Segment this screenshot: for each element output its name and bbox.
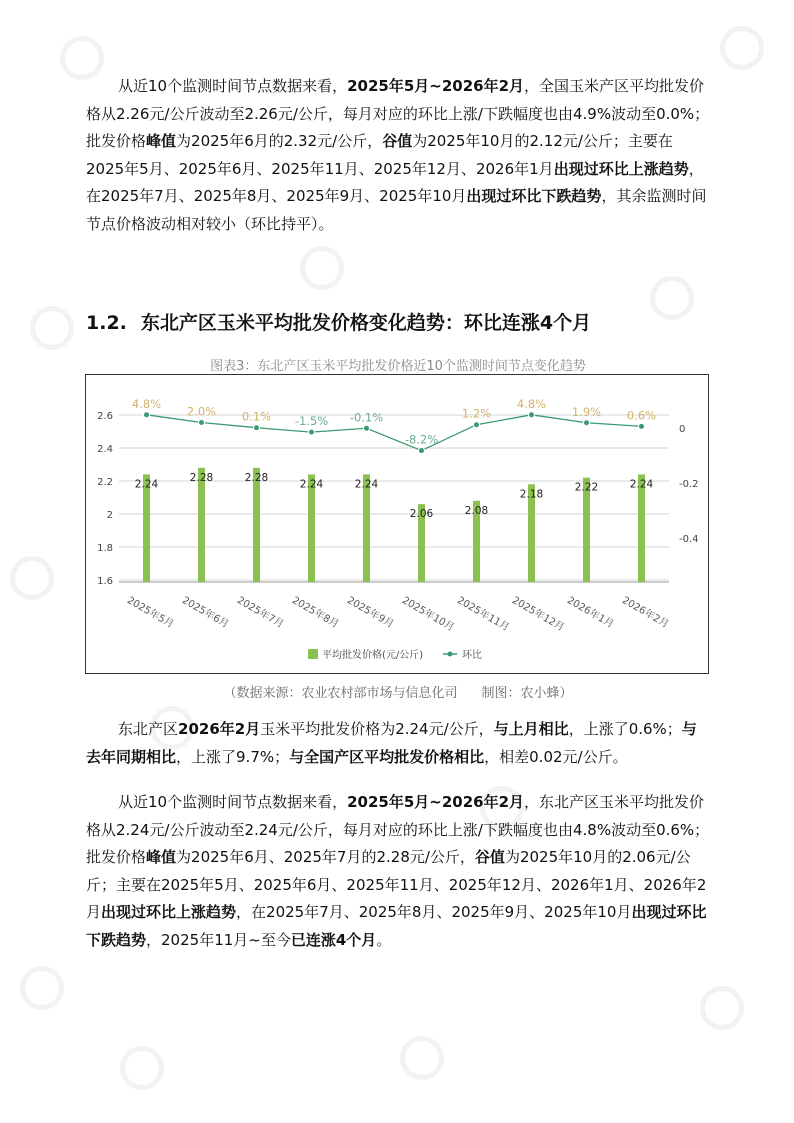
mom-point xyxy=(639,423,645,429)
bar-value-label: 2.22 xyxy=(574,481,599,494)
data-source: （数据来源：农业农村部市场与信息化司 xyxy=(223,686,458,701)
mom-point xyxy=(529,412,535,418)
mom-value-label: 4.8% xyxy=(516,396,547,411)
x-axis-tick-label: 2025年5月 xyxy=(125,595,176,631)
legend-label-mom: 环比 xyxy=(462,650,482,661)
y-axis-tick-label: 1.8 xyxy=(97,543,113,554)
x-axis-tick-label: 2025年8月 xyxy=(290,595,341,631)
mom-value-label: 0.6% xyxy=(626,408,657,423)
x-axis-tick-label: 2026年1月 xyxy=(565,595,616,631)
bar-value-label: 2.06 xyxy=(409,508,434,521)
paragraph-northeast-current: 东北产区2026年2月玉米平均批发价格为2.24元/公斤，与上月相比，上涨了0.6%；与去年同期相比，上涨了9.7%；与全国产区平均批发价格相比，相差0.02元/公斤。 xyxy=(86,720,697,766)
bar-value-label: 2.24 xyxy=(134,478,159,491)
bar-value-label: 2.08 xyxy=(464,504,489,517)
x-axis-tick-label: 2025年7月 xyxy=(235,595,286,631)
section-number: 1.2. xyxy=(86,312,127,334)
y-axis-tick-label: 2.4 xyxy=(97,444,113,455)
mom-value-label: -1.5% xyxy=(294,414,329,429)
mom-point xyxy=(419,448,425,454)
legend-label-price: 平均批发价格(元/公斤) xyxy=(322,650,424,661)
bar xyxy=(198,468,205,582)
y-axis-tick-label: 2.2 xyxy=(97,477,113,488)
mom-value-label: 2.0% xyxy=(186,404,217,419)
mom-value-label: 0.1% xyxy=(241,409,272,424)
bar xyxy=(308,474,315,582)
x-axis-tick-label: 2025年6月 xyxy=(180,595,231,631)
mom-value-label: 1.9% xyxy=(571,404,602,419)
bar-value-label: 2.24 xyxy=(299,478,324,491)
section-heading xyxy=(86,308,591,335)
mom-point xyxy=(254,425,260,431)
y2-axis-tick-label: -0.4 xyxy=(679,534,699,545)
chart-caption: 图表3：东北产区玉米平均批发价格近10个监测时间节点变化趋势 xyxy=(210,359,586,374)
chart-svg xyxy=(86,375,710,675)
x-axis-tick-label: 2025年9月 xyxy=(345,595,396,631)
bar-value-label: 2.18 xyxy=(519,488,544,501)
mom-point xyxy=(199,420,205,426)
bar xyxy=(638,474,645,582)
chart-source-line xyxy=(86,682,710,701)
bar-value-label: 2.24 xyxy=(354,478,379,491)
mom-series-line xyxy=(147,415,642,451)
bar-value-label: 2.24 xyxy=(629,478,654,491)
price-trend-chart xyxy=(85,374,709,674)
watermark-logo xyxy=(700,980,794,1040)
watermark-logo xyxy=(400,1030,520,1090)
mom-point xyxy=(144,412,150,418)
mom-point xyxy=(364,425,370,431)
y-axis-tick-label: 2.6 xyxy=(97,411,113,422)
mom-value-label: 1.2% xyxy=(461,406,492,421)
mom-point xyxy=(474,422,480,428)
mom-point xyxy=(584,420,590,426)
x-axis-tick-label: 2026年2月 xyxy=(620,595,671,631)
legend-swatch-price xyxy=(308,649,318,659)
mom-value-label: -0.1% xyxy=(349,410,384,425)
bar xyxy=(253,468,260,582)
mom-point xyxy=(309,429,315,435)
bar-value-label: 2.28 xyxy=(189,471,214,484)
x-axis-tick-label: 2025年10月 xyxy=(400,595,456,634)
bar-value-label: 2.28 xyxy=(244,471,269,484)
y-axis-tick-label: 2 xyxy=(106,510,113,521)
bar xyxy=(143,474,150,582)
watermark-logo xyxy=(120,1040,240,1100)
watermark-logo xyxy=(300,240,420,300)
y2-axis-tick-label: -0.2 xyxy=(679,479,699,490)
x-axis-tick-label: 2025年11月 xyxy=(455,595,511,634)
paragraph-national-summary: 从近10个监测时间节点数据来看，2025年5月~2026年2月，全国玉米产区平均批发价格从2.26元/公斤波动至2.26元/公斤，每月对应的环比上涨/下跌幅度也由4.9%波动至0.0%；批发价格峰值为2025年6月的2.32元/公斤，谷值为2025年10月的2.12元/公斤；主要在2025年5月、2025年6月、2025年11月、2025年12月、2026年1月出现过环比上涨趋势，在2025年7月、2025年8月、2025年9月、2025年10月出现过环比下跌趋势，其余监测时间节点价格波动相对较小（环比持平）。 xyxy=(86,77,710,233)
watermark-logo xyxy=(720,20,794,80)
section-title-text: 东北产区玉米平均批发价格变化趋势：环比连涨4个月 xyxy=(140,312,592,334)
mom-value-label: -8.2% xyxy=(404,432,439,447)
y-axis-tick-label: 1.6 xyxy=(97,576,113,587)
bar xyxy=(363,474,370,582)
chart-author: 制图：农小蜂） xyxy=(481,686,573,701)
y2-axis-tick-label: 0 xyxy=(679,424,686,435)
watermark-logo xyxy=(20,960,140,1020)
legend-dot-mom xyxy=(448,652,453,657)
x-axis-tick-label: 2025年12月 xyxy=(510,595,566,634)
paragraph-northeast-summary: 从近10个监测时间节点数据来看，2025年5月~2026年2月，东北产区玉米平均批发价格从2.24元/公斤波动至2.24元/公斤，每月对应的环比上涨/下跌幅度也由4.8%波动至0.6%；批发价格峰值为2025年6月、2025年7月的2.28元/公斤，谷值为2025年10月的2.06元/公斤；主要在2025年5月、2025年6月、2025年11月、2025年12月、2026年1月、2026年2月出现过环比上涨趋势，在2025年7月、2025年8月、2025年9月、2025年10月出现过环比下跌趋势，2025年11月~至今已连涨4个月。 xyxy=(86,793,710,949)
watermark-logo xyxy=(650,270,770,330)
mom-value-label: 4.8% xyxy=(131,396,162,411)
